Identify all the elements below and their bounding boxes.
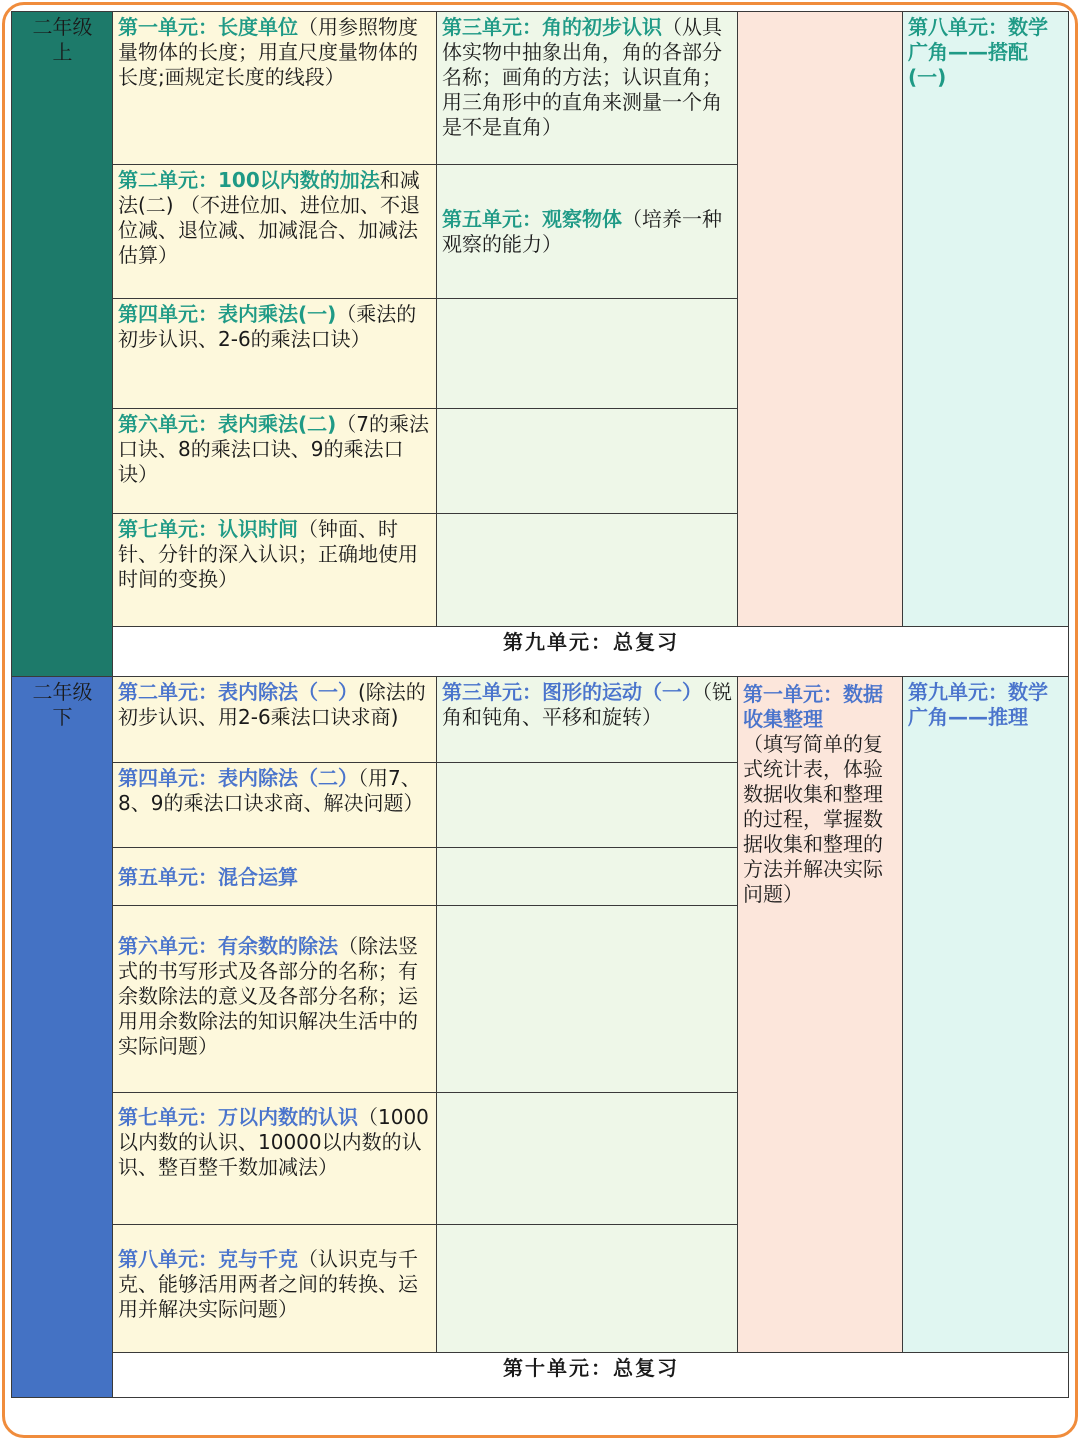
unit-desc: （用参照物度量物体的长度；用直尺度量物体的长度;画规定长度的线段） <box>118 15 418 89</box>
unit-cell <box>903 677 1069 1353</box>
unit-desc: （钟面、时针、分针的深入认识；正确地使用时间的变换） <box>118 517 418 591</box>
unit-title: 第三单元：角的初步认识 <box>442 15 662 39</box>
unit-title: 第七单元：认识时间 <box>118 517 298 541</box>
curriculum-table <box>11 11 1069 1398</box>
unit-title: 第一单元：数据收集整理 <box>743 682 883 731</box>
upper-row-1 <box>12 12 1069 165</box>
empty-cell <box>437 763 738 848</box>
unit-desc: （培养一种观察的能力） <box>442 207 722 256</box>
unit-cell <box>738 677 903 1353</box>
empty-column-cell <box>738 12 903 627</box>
upper-review-row <box>12 627 1069 677</box>
unit-cell <box>113 12 437 165</box>
empty-cell <box>437 514 738 627</box>
unit-title: 第三单元：图形的运动（一） <box>442 680 702 704</box>
unit-cell <box>437 12 738 165</box>
unit-desc: （从具体实物中抽象出角，角的各部分名称；画角的方法；认识直角；用三角形中的直角来测量一个角是不是直角） <box>442 15 722 139</box>
unit-cell <box>113 848 437 906</box>
grade-upper-text: 二年级 上 <box>32 15 93 64</box>
review-cell <box>113 1353 1069 1398</box>
grade-label-upper <box>12 12 113 677</box>
unit-cell <box>113 1225 437 1353</box>
unit-cell <box>113 514 437 627</box>
unit-cell <box>113 1093 437 1225</box>
unit-cell <box>437 677 738 763</box>
review-text: 第十单元：总复习 <box>503 1356 679 1380</box>
empty-cell <box>437 409 738 514</box>
grade-lower-text: 二年级 下 <box>32 680 93 729</box>
unit-desc: （认识克与千克、能够活用两者之间的转换、运用并解决实际问题） <box>118 1247 418 1321</box>
unit-title: 第四单元：表内乘法(一) <box>118 302 337 326</box>
grade-label-lower <box>12 677 113 1398</box>
unit-cell <box>903 12 1069 627</box>
unit-desc: （填写简单的复式统计表，体验数据收集和整理的过程，掌握数据收集和整理的方法并解决实际问题） <box>743 732 883 906</box>
unit-title: 第一单元：长度单位 <box>118 15 298 39</box>
empty-cell <box>437 1225 738 1353</box>
unit-title: 第二单元：表内除法（一） <box>118 680 358 704</box>
unit-title: 第九单元：数学广角——推理 <box>908 680 1048 729</box>
unit-desc: （锐角和钝角、平移和旋转） <box>442 680 732 729</box>
unit-title: 第四单元：表内除法（二） <box>118 766 358 790</box>
lower-row-1 <box>12 677 1069 763</box>
unit-desc: （用7、8、9的乘法口诀求商、解决问题） <box>118 766 424 815</box>
unit-desc: （7的乘法口诀、8的乘法口诀、9的乘法口诀） <box>118 412 430 486</box>
unit-cell <box>113 677 437 763</box>
empty-cell <box>437 906 738 1093</box>
unit-title: 第六单元：表内乘法(二) <box>118 412 337 436</box>
unit-desc: 和减法(二) （不进位加、进位加、不退位减、退位减、加减混合、加减法估算） <box>118 168 420 267</box>
unit-cell <box>113 165 437 299</box>
unit-cell <box>437 165 738 299</box>
unit-cell <box>113 906 437 1093</box>
unit-title: 第五单元：观察物体 <box>442 207 622 231</box>
unit-title: 第六单元：有余数的除法 <box>118 934 338 958</box>
unit-title: 第七单元：万以内数的认识 <box>118 1105 358 1129</box>
review-cell <box>113 627 1069 677</box>
unit-desc: （乘法的初步认识、2-6的乘法口诀） <box>118 302 417 351</box>
unit-desc: (除法的初步认识、用2-6乘法口诀求商) <box>118 680 426 729</box>
lower-review-row <box>12 1353 1069 1398</box>
unit-desc: （1000以内数的认识、10000以内数的认识、整百整千数加减法） <box>118 1105 429 1179</box>
empty-cell <box>437 299 738 409</box>
unit-title: 第八单元：克与千克 <box>118 1247 298 1271</box>
unit-title: 第五单元：混合运算 <box>118 864 298 889</box>
unit-cell <box>113 409 437 514</box>
empty-cell <box>437 1093 738 1225</box>
unit-title: 第八单元：数学广角——搭配(一) <box>908 15 1048 89</box>
review-text: 第九单元：总复习 <box>503 630 679 654</box>
unit-cell <box>113 299 437 409</box>
unit-desc: （除法竖式的书写形式及各部分的名称；有余数除法的意义及各部分名称；运用用余数除法的知识解决生活中的实际问题） <box>118 934 418 1058</box>
empty-cell <box>437 848 738 906</box>
unit-title: 第二单元：100以内数的加法 <box>118 168 380 192</box>
unit-cell <box>113 763 437 848</box>
